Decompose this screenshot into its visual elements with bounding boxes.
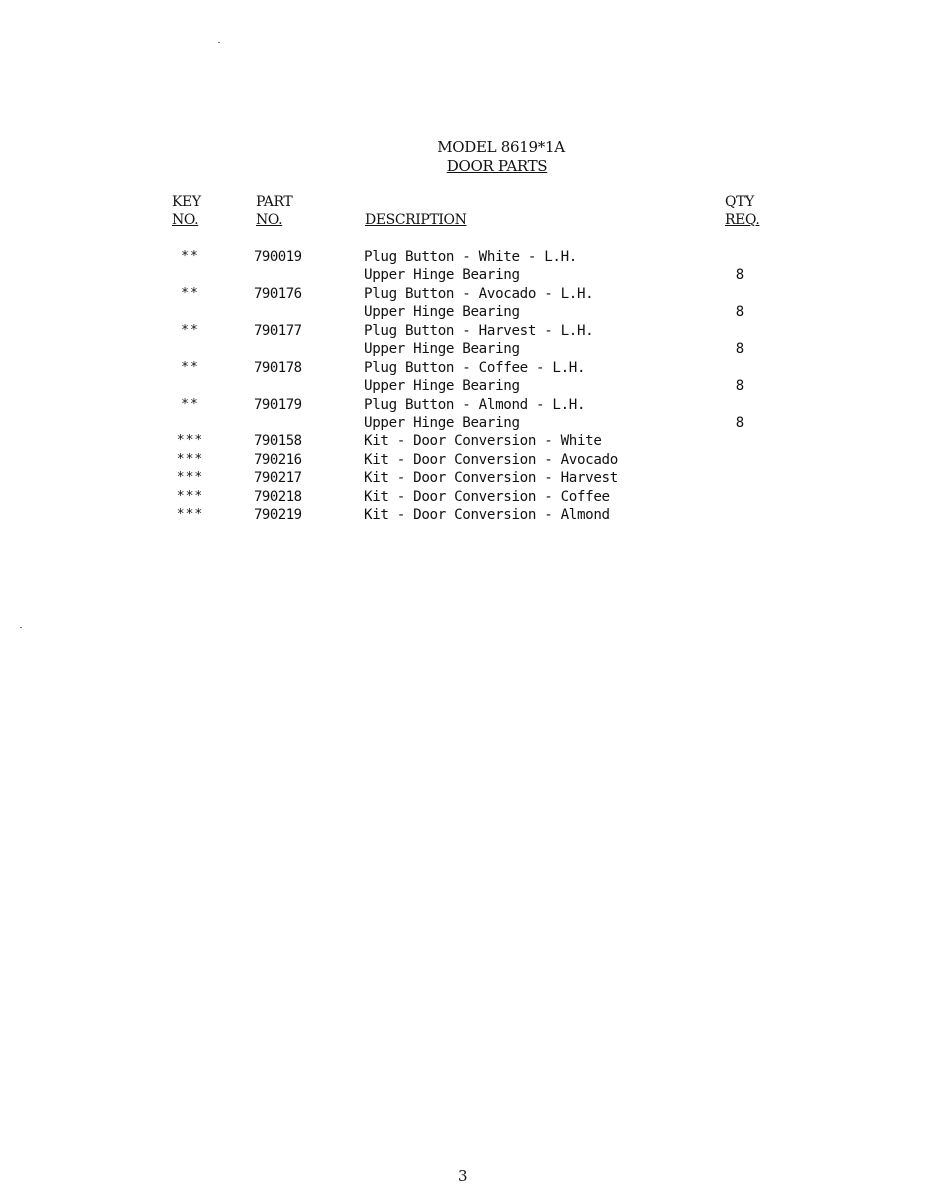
part-header-top: PART — [256, 194, 293, 210]
parts-table — [0, 248, 942, 525]
qty-cell: 8 — [735, 414, 745, 431]
part-column-header — [256, 193, 292, 229]
key-cell: ** — [181, 322, 199, 338]
part-cell: 790218 — [254, 488, 302, 505]
part-cell: 790219 — [254, 507, 302, 524]
scan-speck — [218, 42, 220, 43]
key-cell: ** — [181, 359, 199, 375]
key-header-top: KEY — [172, 194, 201, 210]
part-cell: 790216 — [254, 451, 302, 468]
desc-cell: Upper Hinge Bearing — [364, 414, 520, 431]
table-row — [0, 340, 942, 358]
key-cell: *** — [176, 433, 204, 449]
qty-cell: 8 — [735, 267, 745, 284]
table-row — [0, 506, 942, 524]
part-cell: 790019 — [254, 249, 302, 265]
desc-cell: Kit - Door Conversion - White — [364, 433, 602, 450]
key-cell: ** — [181, 285, 199, 301]
key-cell: *** — [176, 451, 204, 467]
table-row — [0, 303, 942, 321]
table-row — [0, 266, 942, 284]
scan-speck — [20, 627, 22, 628]
desc-cell: Plug Button - Harvest - L.H. — [364, 322, 594, 339]
part-cell: 790158 — [254, 433, 302, 450]
desc-cell: Kit - Door Conversion - Coffee — [364, 488, 610, 505]
table-row — [0, 248, 942, 266]
key-cell: ** — [181, 249, 199, 264]
desc-cell: Kit - Door Conversion - Harvest — [364, 470, 618, 487]
desc-cell: Upper Hinge Bearing — [364, 304, 520, 321]
table-row — [0, 359, 942, 377]
desc-cell: Plug Button - Almond - L.H. — [364, 396, 586, 413]
table-row — [0, 285, 942, 303]
qty-column-header — [725, 193, 759, 229]
desc-cell: Upper Hinge Bearing — [364, 341, 520, 358]
qty-cell: 8 — [735, 341, 745, 358]
desc-cell: Plug Button - White - L.H. — [364, 249, 577, 265]
page-number: 3 — [458, 1167, 468, 1185]
key-cell: *** — [176, 488, 204, 504]
part-cell: 790178 — [254, 359, 302, 376]
desc-cell: Plug Button - Coffee - L.H. — [364, 359, 586, 376]
desc-cell: Plug Button - Avocado - L.H. — [364, 285, 594, 302]
table-row — [0, 414, 942, 432]
part-cell: 790177 — [254, 322, 302, 339]
key-cell: ** — [181, 396, 199, 412]
section-title: DOOR PARTS — [446, 157, 548, 175]
part-cell: 790179 — [254, 396, 302, 413]
description-column-header — [365, 211, 466, 229]
description-header: DESCRIPTION — [365, 212, 467, 228]
table-row — [0, 488, 942, 506]
table-row — [0, 432, 942, 450]
table-row — [0, 396, 942, 414]
desc-cell: Kit - Door Conversion - Almond — [364, 507, 610, 524]
part-cell: 790176 — [254, 285, 302, 302]
qty-header-bottom: REQ. — [725, 212, 760, 228]
key-column-header — [172, 193, 201, 229]
desc-cell: Kit - Door Conversion - Avocado — [364, 451, 618, 468]
table-row — [0, 451, 942, 469]
model-title: MODEL 8619*1A — [437, 138, 565, 156]
key-cell: *** — [176, 470, 204, 486]
part-header-bottom: NO. — [256, 212, 283, 228]
qty-cell: 8 — [735, 304, 745, 321]
table-row — [0, 469, 942, 487]
desc-cell: Upper Hinge Bearing — [364, 378, 520, 395]
key-header-bottom: NO. — [172, 212, 199, 228]
key-cell: *** — [176, 507, 204, 523]
desc-cell: Upper Hinge Bearing — [364, 267, 520, 284]
table-row — [0, 322, 942, 340]
table-row — [0, 377, 942, 395]
part-cell: 790217 — [254, 470, 302, 487]
qty-cell: 8 — [735, 378, 745, 395]
qty-header-top: QTY — [725, 194, 754, 210]
